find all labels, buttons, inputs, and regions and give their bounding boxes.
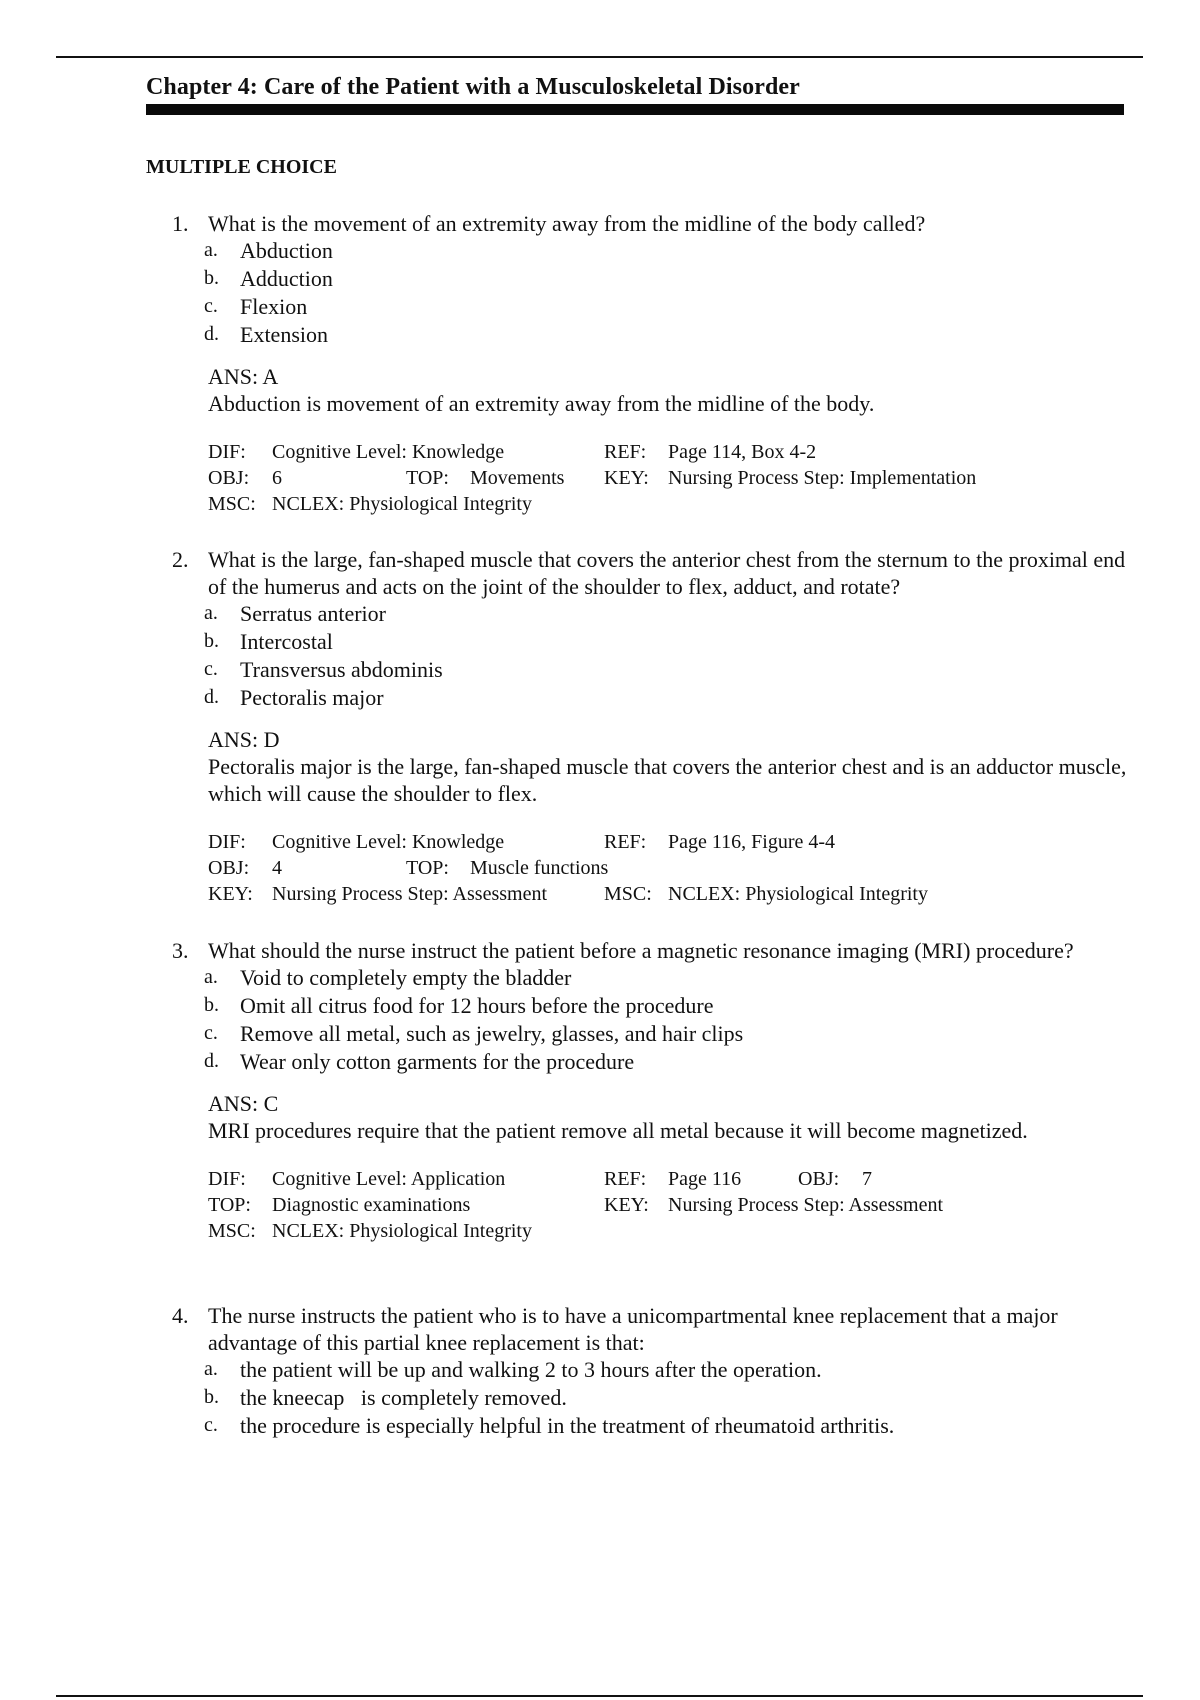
option-letter: d. (204, 686, 219, 708)
option-text: Extension (240, 322, 328, 347)
answer-key: ANS: A (208, 364, 279, 389)
option-letter: b. (204, 1386, 219, 1408)
option-text: Remove all metal, such as jewelry, glasses, and hair clips (240, 1021, 744, 1046)
ref-value: Page 116 (668, 1168, 742, 1190)
option-text: the kneecap is completely removed. (240, 1385, 567, 1410)
option-c (172, 656, 1132, 684)
option-text: Pectoralis major (240, 685, 384, 710)
question-metadata (208, 439, 1132, 517)
option-letter: a. (204, 966, 218, 988)
ref-label: REF: (604, 831, 647, 853)
option-a (172, 964, 1132, 992)
option-letter: c. (204, 295, 218, 317)
question-text: The nurse instructs the patient who is to have a unicompartmental knee replacement that a major advantage of this partial knee replacement is that: (208, 1303, 1058, 1355)
obj-value: 4 (272, 857, 282, 879)
key-label: KEY: (208, 883, 253, 905)
option-text: Adduction (240, 266, 333, 291)
question-2 (172, 546, 1132, 907)
option-text: the procedure is especially helpful in the treatment of rheumatoid arthritis. (240, 1413, 895, 1438)
title-underline-bar (146, 104, 1124, 115)
key-value: Nursing Process Step: Assessment (272, 883, 547, 905)
option-text: the patient will be up and walking 2 to 3 hours after the operation. (240, 1357, 822, 1382)
page-top-rule (56, 56, 1143, 58)
option-b (172, 1384, 1132, 1412)
msc-value: NCLEX: Physiological Integrity (272, 493, 532, 515)
question-number: 3. (172, 938, 189, 963)
option-b (172, 265, 1132, 293)
question-number: 1. (172, 211, 189, 236)
question-text: What should the nurse instruct the patient before a magnetic resonance imaging (MRI) procedure? (208, 938, 1074, 963)
option-letter: b. (204, 267, 219, 289)
option-letter: c. (204, 658, 218, 680)
question-number: 4. (172, 1303, 189, 1328)
option-letter: d. (204, 1050, 219, 1072)
option-letter: b. (204, 630, 219, 652)
option-d (172, 321, 1132, 349)
option-letter: a. (204, 602, 218, 624)
option-c (172, 293, 1132, 321)
msc-value: NCLEX: Physiological Integrity (668, 883, 928, 905)
obj-label: OBJ: (798, 1168, 840, 1190)
question-3 (172, 937, 1132, 1244)
question-stem (172, 546, 1132, 600)
msc-label: MSC: (604, 883, 652, 905)
option-c (172, 1020, 1132, 1048)
top-label: TOP: (406, 467, 449, 489)
question-stem (172, 1302, 1132, 1356)
question-text: What is the large, fan-shaped muscle that covers the anterior chest from the sternum to the proximal end of the humerus and acts on the joint of the shoulder to flex, adduct, and rotate? (208, 547, 1126, 599)
chapter-title: Chapter 4: Care of the Patient with a Musculoskeletal Disorder (146, 74, 800, 100)
top-value: Muscle functions (470, 857, 609, 879)
dif-label: DIF: (208, 1168, 246, 1190)
key-label: KEY: (604, 1194, 649, 1216)
answer-rationale: Pectoralis major is the large, fan-shaped muscle that covers the anterior chest and is an adductor muscle, which will cause the shoulder to flex. (208, 754, 1127, 806)
answer-options (172, 237, 1132, 349)
answer-options (172, 1356, 1132, 1440)
top-value: Movements (470, 467, 565, 489)
dif-value: Cognitive Level: Knowledge (272, 831, 505, 853)
option-letter: c. (204, 1414, 218, 1436)
dif-value: Cognitive Level: Application (272, 1168, 506, 1190)
option-text: Void to completely empty the bladder (240, 965, 572, 990)
question-text: What is the movement of an extremity away from the midline of the body called? (208, 211, 926, 236)
ref-label: REF: (604, 1168, 647, 1190)
answer-rationale: Abduction is movement of an extremity away from the midline of the body. (208, 391, 875, 416)
option-text: Abduction (240, 238, 333, 263)
key-value: Nursing Process Step: Assessment (668, 1194, 943, 1216)
option-text: Flexion (240, 294, 308, 319)
question-1 (172, 210, 1132, 517)
answer-key: ANS: D (208, 727, 280, 752)
ref-value: Page 116, Figure 4-4 (668, 831, 836, 853)
option-text: Wear only cotton garments for the procedure (240, 1049, 635, 1074)
answer-rationale: MRI procedures require that the patient remove all metal because it will become magnetized. (208, 1118, 1028, 1143)
option-letter: b. (204, 994, 219, 1016)
ref-label: REF: (604, 441, 647, 463)
obj-label: OBJ: (208, 467, 250, 489)
option-text: Transversus abdominis (240, 657, 443, 682)
option-d (172, 1048, 1132, 1076)
question-4 (172, 1302, 1132, 1440)
option-text: Omit all citrus food for 12 hours before the procedure (240, 993, 714, 1018)
msc-value: NCLEX: Physiological Integrity (272, 1220, 532, 1242)
obj-value: 6 (272, 467, 282, 489)
question-stem (172, 937, 1132, 964)
key-label: KEY: (604, 467, 649, 489)
option-text: Serratus anterior (240, 601, 386, 626)
answer-block (208, 726, 1132, 807)
answer-block (208, 363, 1132, 417)
obj-value: 7 (862, 1168, 872, 1190)
option-a (172, 237, 1132, 265)
option-letter: a. (204, 239, 218, 261)
dif-label: DIF: (208, 441, 246, 463)
option-text: Intercostal (240, 629, 333, 654)
option-letter: a. (204, 1358, 218, 1380)
dif-value: Cognitive Level: Knowledge (272, 441, 505, 463)
question-stem (172, 210, 1132, 237)
option-a (172, 1356, 1132, 1384)
option-a (172, 600, 1132, 628)
option-b (172, 992, 1132, 1020)
question-number: 2. (172, 547, 189, 572)
answer-key: ANS: C (208, 1091, 279, 1116)
top-value: Diagnostic examinations (272, 1194, 471, 1216)
question-metadata (208, 1166, 1132, 1244)
dif-label: DIF: (208, 831, 246, 853)
answer-options (172, 600, 1132, 712)
section-heading: MULTIPLE CHOICE (146, 156, 337, 178)
option-d (172, 684, 1132, 712)
option-b (172, 628, 1132, 656)
answer-options (172, 964, 1132, 1076)
page-bottom-rule (56, 1695, 1143, 1697)
obj-label: OBJ: (208, 857, 250, 879)
question-metadata (208, 829, 1132, 907)
msc-label: MSC: (208, 1220, 256, 1242)
ref-value: Page 114, Box 4-2 (668, 441, 817, 463)
msc-label: MSC: (208, 493, 256, 515)
option-c (172, 1412, 1132, 1440)
key-value: Nursing Process Step: Implementation (668, 467, 977, 489)
top-label: TOP: (406, 857, 449, 879)
top-label: TOP: (208, 1194, 251, 1216)
option-letter: d. (204, 323, 219, 345)
option-letter: c. (204, 1022, 218, 1044)
answer-block (208, 1090, 1132, 1144)
